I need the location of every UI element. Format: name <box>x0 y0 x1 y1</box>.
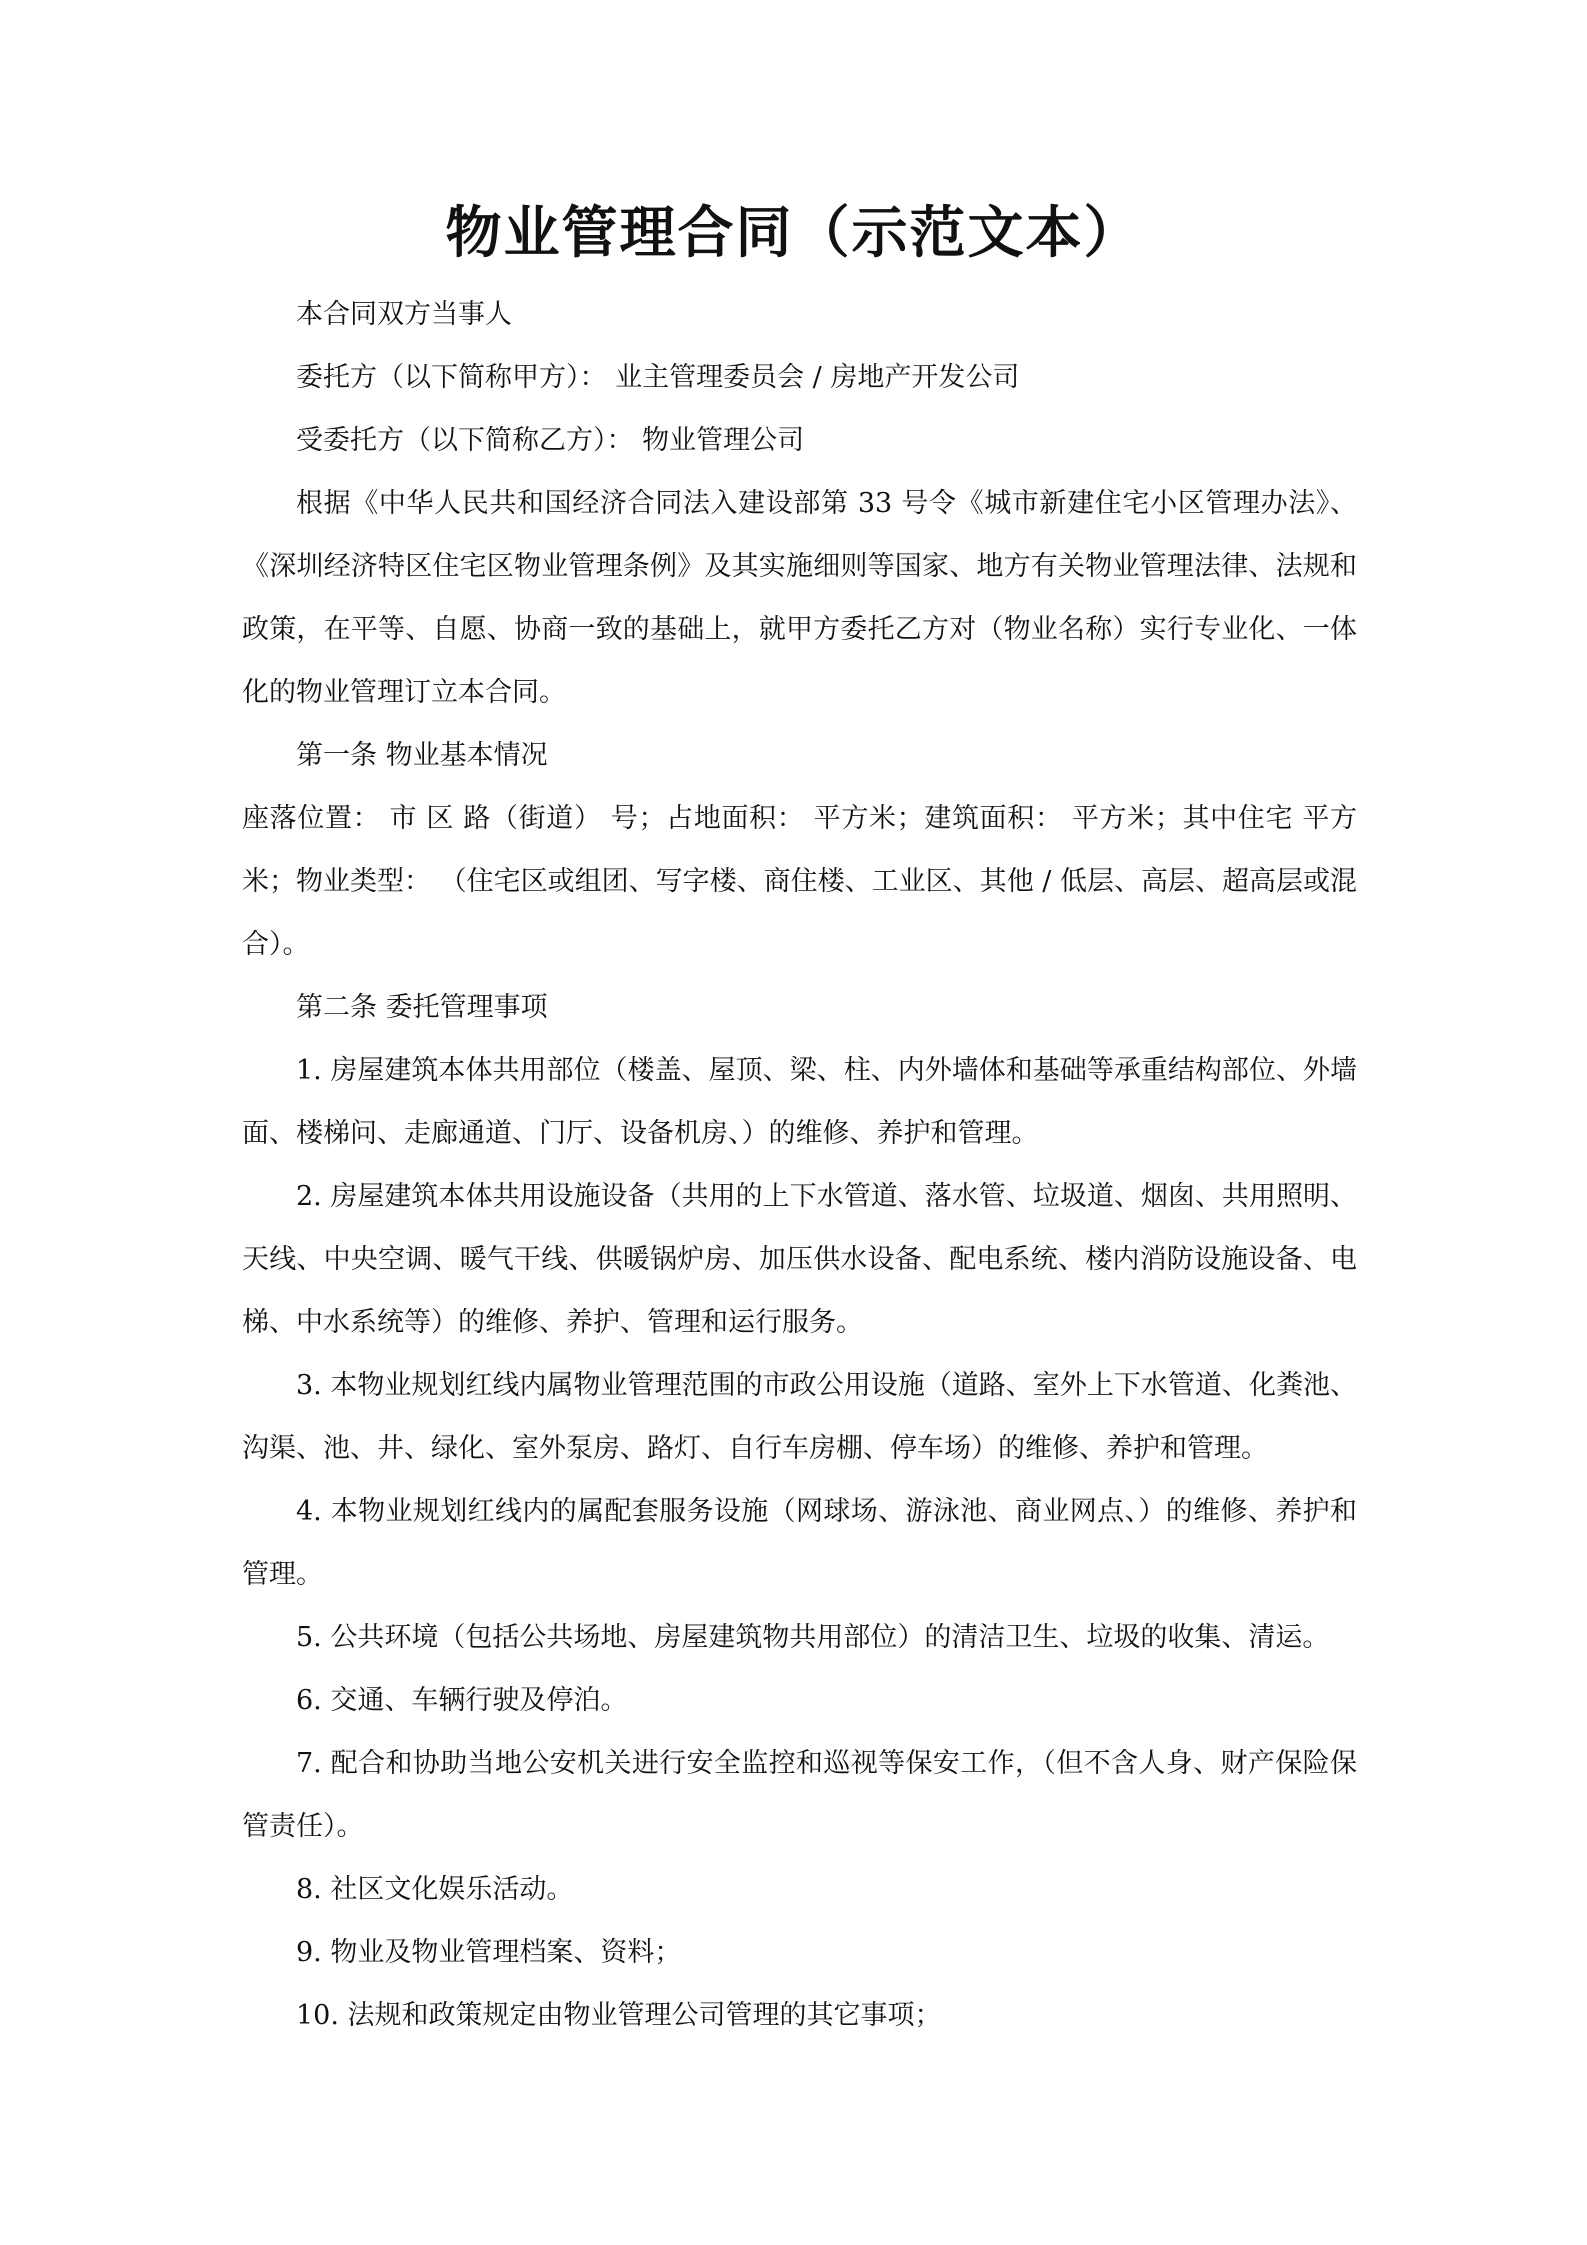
article-1-heading: 第一条 物业基本情况 <box>296 740 548 771</box>
list-item-2: 2. 房屋建筑本体共用设施设备（共用的上下水管道、落水管、垃圾道、烟囱、共用照明、天线、中央空调、暖气干线、供暖锅炉房、加压供水设备、配电系统、楼内消防设施设备、电梯、中水系统等）的维修、养护、管理和运行服务。 <box>242 1181 1357 1338</box>
list-item-8: 8. 社区文化娱乐活动。 <box>296 1874 574 1905</box>
list-item-1: 1. 房屋建筑本体共用部位（楼盖、屋顶、梁、柱、内外墙体和基础等承重结构部位、外墙面、楼梯问、走廊通道、门厅、设备机房、）的维修、养护和管理。 <box>242 1055 1357 1149</box>
paragraph-parties-intro: 本合同双方当事人 <box>296 299 512 330</box>
list-item-10: 10. 法规和政策规定由物业管理公司管理的其它事项； <box>296 2000 942 2031</box>
paragraph-party-b: 受委托方（以下简称乙方）： 物业管理公司 <box>296 425 805 456</box>
document-body <box>242 283 1357 2047</box>
article-2-heading: 第二条 委托管理事项 <box>296 992 548 1023</box>
paragraph-legal-basis: 根据《中华人民共和国经济合同法入建设部第 33 号令《城市新建住宅小区管理办法》、《深圳经济特区住宅区物业管理条例》及其实施细则等国家、地方有关物业管理法律、法规和政策，在平等、自愿、协商一致的基础上，就甲方委托乙方对（物业名称）实行专业化、一体化的物业管理订立本合同。 <box>242 488 1357 708</box>
paragraph-property-info: 座落位置： 市 区 路（街道） 号；占地面积： 平方米；建筑面积： 平方米；其中住宅 平方米；物业类型： （住宅区或组团、写字楼、商住楼、工业区、其他 / 低层、高层、超高层或混合）。 <box>242 803 1357 960</box>
page-title: 物业管理合同（示范文本） <box>445 200 1142 266</box>
list-item-3: 3. 本物业规划红线内属物业管理范围的市政公用设施（道路、室外上下水管道、化粪池、沟渠、池、井、绿化、室外泵房、路灯、自行车房棚、停车场）的维修、养护和管理。 <box>242 1370 1357 1464</box>
list-item-4: 4. 本物业规划红线内的属配套服务设施（网球场、游泳池、商业网点、）的维修、养护和管理。 <box>242 1496 1357 1590</box>
list-item-6: 6. 交通、车辆行驶及停泊。 <box>296 1685 628 1716</box>
paragraph-party-a: 委托方（以下简称甲方）： 业主管理委员会 / 房地产开发公司 <box>296 362 1020 393</box>
list-item-5: 5. 公共环境（包括公共场地、房屋建筑物共用部位）的清洁卫生、垃圾的收集、清运。 <box>296 1622 1330 1653</box>
list-item-7: 7. 配合和协助当地公安机关进行安全监控和巡视等保安工作，（但不含人身、财产保险保管责任）。 <box>242 1748 1357 1842</box>
list-item-9: 9. 物业及物业管理档案、资料； <box>296 1937 682 1968</box>
